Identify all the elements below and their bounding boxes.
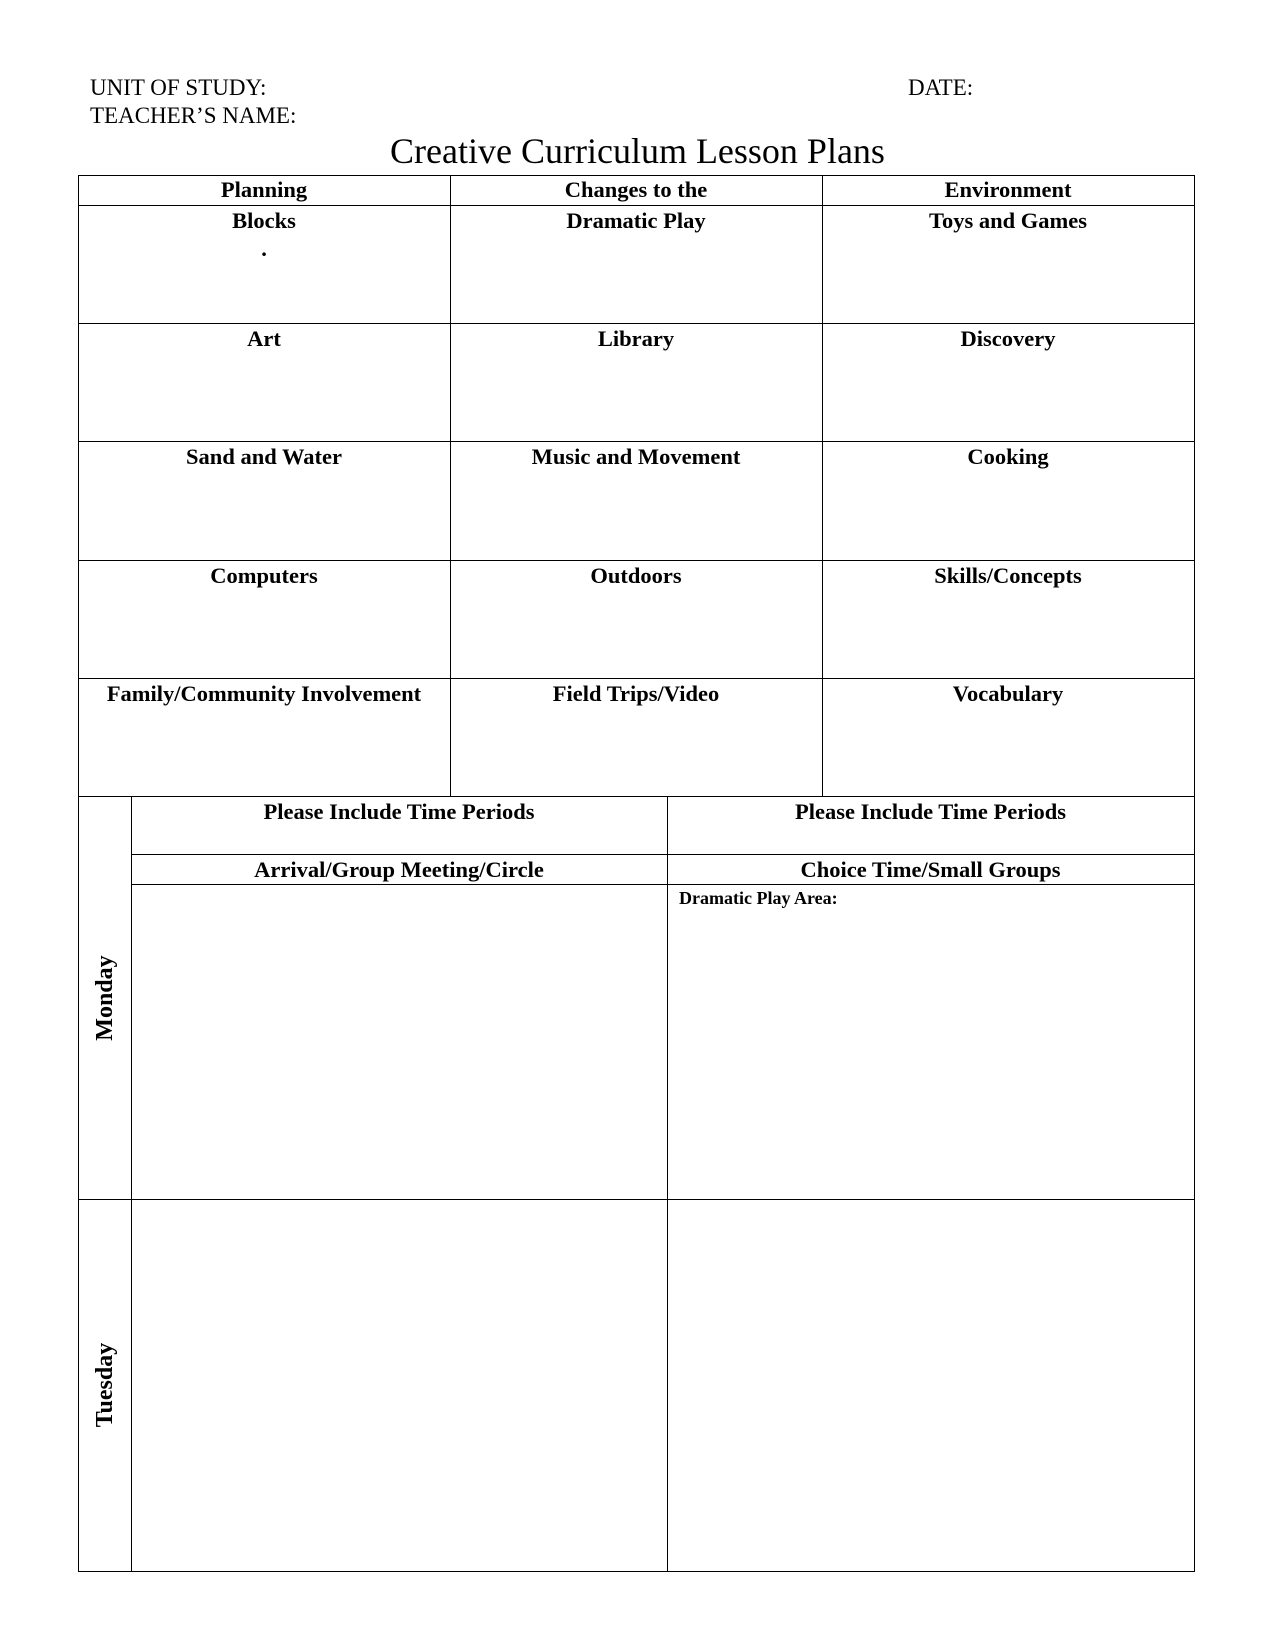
area-field-trips-video: Field Trips/Video <box>552 681 720 706</box>
day-label-monday: Monday <box>92 955 118 1041</box>
area-music-and-movement: Music and Movement <box>531 444 741 469</box>
grid-line <box>131 884 1195 885</box>
area-cooking: Cooking <box>967 444 1049 469</box>
area-vocabulary: Vocabulary <box>952 681 1064 706</box>
teacher-name-label: TEACHER’S NAME: <box>90 103 297 128</box>
time-periods-left: Please Include Time Periods <box>263 799 535 824</box>
area-outdoors: Outdoors <box>590 563 682 588</box>
grid-line <box>667 796 668 1571</box>
area-toys-and-games: Toys and Games <box>929 208 1087 233</box>
area-blocks: Blocks <box>232 208 296 233</box>
grid-line <box>78 175 79 1571</box>
blocks-dot: . <box>261 236 267 261</box>
time-periods-right: Please Include Time Periods <box>794 799 1067 824</box>
grid-line <box>78 1199 1195 1200</box>
grid-line <box>78 1571 1195 1572</box>
grid-line <box>78 678 1195 679</box>
area-skills-concepts: Skills/Concepts <box>934 563 1082 588</box>
choice-time-header: Choice Time/Small Groups <box>800 857 1061 882</box>
area-dramatic-play: Dramatic Play <box>566 208 706 233</box>
planning-header: Planning <box>220 177 308 202</box>
grid-line <box>131 796 132 1571</box>
area-library: Library <box>597 326 675 351</box>
grid-line <box>78 560 1195 561</box>
area-sand-and-water: Sand and Water <box>186 444 342 469</box>
grid-line <box>78 323 1195 324</box>
grid-line <box>78 175 1195 176</box>
date-label: DATE: <box>908 75 974 100</box>
area-family-community: Family/Community Involvement <box>106 681 422 706</box>
area-discovery: Discovery <box>960 326 1056 351</box>
area-computers: Computers <box>210 563 318 588</box>
unit-of-study-label: UNIT OF STUDY: <box>90 75 267 100</box>
grid-line <box>78 796 1195 797</box>
grid-line <box>78 205 1195 206</box>
grid-line <box>78 441 1195 442</box>
dramatic-play-area-label: Dramatic Play Area: <box>679 888 838 908</box>
grid-line <box>1194 175 1195 1571</box>
day-label-tuesday: Tuesday <box>92 1342 118 1428</box>
environment-header: Environment <box>944 177 1072 202</box>
arrival-group-meeting-header: Arrival/Group Meeting/Circle <box>254 857 544 882</box>
area-art: Art <box>247 326 281 351</box>
page-title: Creative Curriculum Lesson Plans <box>390 131 885 171</box>
changes-header: Changes to the <box>564 177 708 202</box>
grid-line <box>131 854 1195 855</box>
